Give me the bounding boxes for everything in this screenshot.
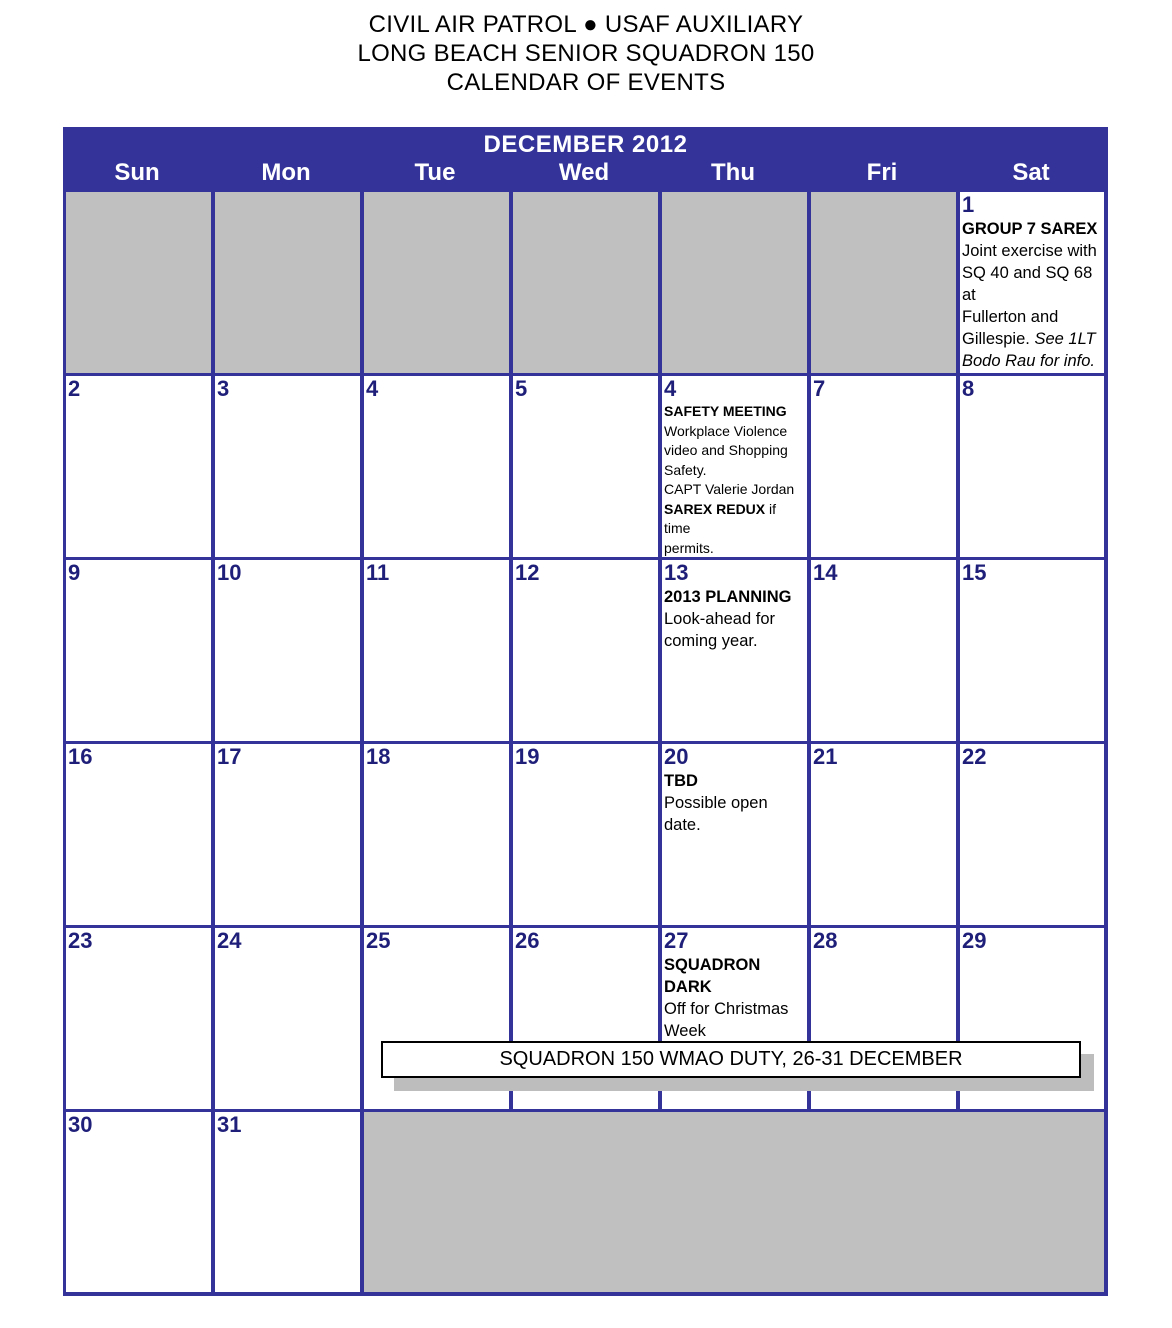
- event-line: if time: [664, 500, 777, 536]
- day-number: 18: [366, 744, 391, 769]
- day-cell-10[interactable]: [215, 560, 360, 741]
- event-line: Possible open date.: [664, 794, 768, 834]
- day-number: 29: [962, 928, 987, 953]
- day-number: 1: [962, 192, 975, 217]
- day-number: 9: [68, 560, 81, 585]
- day-cell-9[interactable]: [66, 560, 211, 741]
- day-cell-8[interactable]: [960, 376, 1104, 557]
- day-cell-17[interactable]: [215, 744, 360, 925]
- event-title: 2013 PLANNING: [664, 588, 792, 606]
- day-number: 23: [68, 928, 93, 953]
- event-line: SQ 40 and SQ 68 at: [962, 264, 1093, 304]
- day-number: 24: [217, 928, 242, 953]
- event-tbd: [664, 770, 805, 836]
- day-cell-31[interactable]: [215, 1112, 360, 1292]
- day-number: 27: [664, 928, 689, 953]
- event-line: Safety.: [664, 461, 707, 478]
- event-line: video and Shopping: [664, 442, 788, 458]
- event-line: Fullerton and: [962, 308, 1059, 326]
- header-line-2: LONG BEACH SENIOR SQUADRON 150: [357, 40, 815, 67]
- day-cell-14[interactable]: [811, 560, 956, 741]
- dow-thu: Thu: [711, 159, 755, 186]
- day-cell-6[interactable]: [662, 376, 807, 557]
- event-squadron-dark: [664, 954, 805, 1042]
- event-title: SQUADRON DARK: [664, 956, 761, 996]
- day-cell-21[interactable]: [811, 744, 956, 925]
- day-number: 2: [68, 376, 81, 401]
- day-number: 11: [366, 560, 390, 585]
- day-cell-20[interactable]: [662, 744, 807, 925]
- day-number: 3: [217, 376, 230, 401]
- event-title: SAFETY MEETING: [664, 403, 787, 419]
- event-title: TBD: [664, 772, 698, 790]
- day-cell-5[interactable]: [513, 376, 658, 557]
- event-line: Gillespie.: [962, 330, 1030, 348]
- calendar-grid: [63, 127, 1108, 1296]
- day-cell-12[interactable]: [513, 560, 658, 741]
- day-number: 16: [68, 744, 93, 769]
- duty-banner: SQUADRON 150 WMAO DUTY, 26-31 DECEMBER: [381, 1041, 1081, 1078]
- header-line-3: CALENDAR OF EVENTS: [446, 69, 726, 96]
- day-number: 12: [515, 560, 540, 585]
- month-title: DECEMBER 2012: [483, 131, 688, 158]
- day-cell-11[interactable]: [364, 560, 509, 741]
- event-line: CAPT Valerie Jordan: [664, 481, 795, 497]
- day-number: 26: [515, 928, 540, 953]
- day-number: 25: [366, 928, 391, 953]
- day-number: 30: [68, 1112, 93, 1137]
- day-number: 14: [813, 560, 838, 585]
- dow-sat: Sat: [1012, 159, 1050, 186]
- event-2013-planning: [664, 586, 805, 652]
- empty-days-band: [364, 1112, 1104, 1292]
- day-cell-1[interactable]: [960, 192, 1104, 373]
- day-number: 7: [813, 376, 826, 401]
- day-cell-15[interactable]: [960, 560, 1104, 741]
- page-header: [0, 10, 1172, 97]
- day-number: 10: [217, 560, 242, 585]
- day-cell-3[interactable]: [215, 376, 360, 557]
- event-safety-meeting: [664, 402, 805, 558]
- day-cell-empty: [364, 192, 509, 373]
- day-cell-2[interactable]: [66, 376, 211, 557]
- day-number: 21: [813, 744, 838, 769]
- day-cell-13[interactable]: [662, 560, 807, 741]
- day-cell-empty: [811, 192, 956, 373]
- day-number: 17: [217, 744, 242, 769]
- dow-tue: Tue: [414, 159, 456, 186]
- day-number: 28: [813, 928, 838, 953]
- event-title: GROUP 7 SAREX: [962, 220, 1098, 238]
- event-line: Week: [664, 1022, 706, 1040]
- dow-mon: Mon: [261, 159, 311, 186]
- event-line: Workplace Violence: [664, 422, 788, 439]
- day-cell-22[interactable]: [960, 744, 1104, 925]
- day-number: 20: [664, 744, 689, 769]
- day-cell-empty: [513, 192, 658, 373]
- dow-sun: Sun: [114, 159, 160, 186]
- day-cell-empty: [215, 192, 360, 373]
- day-cell-empty: [662, 192, 807, 373]
- event-note: Bodo Rau for info.: [962, 352, 1095, 370]
- day-cell-19[interactable]: [513, 744, 658, 925]
- event-note: See 1LT: [1034, 330, 1096, 348]
- day-number: 8: [962, 376, 975, 401]
- day-number: 4: [664, 376, 677, 401]
- dow-wed: Wed: [558, 159, 610, 186]
- day-cell-18[interactable]: [364, 744, 509, 925]
- event-line: Joint exercise with: [962, 242, 1097, 260]
- day-number: 4: [366, 376, 379, 401]
- day-cell-7[interactable]: [811, 376, 956, 557]
- dow-fri: Fri: [866, 159, 898, 186]
- day-number: 13: [664, 560, 689, 585]
- day-cell-24[interactable]: [215, 928, 360, 1109]
- event-line: Look-ahead for: [664, 610, 775, 628]
- day-cell-23[interactable]: [66, 928, 211, 1109]
- day-number: 31: [217, 1112, 242, 1137]
- event-line: Off for Christmas: [664, 1000, 789, 1018]
- event-group7-sarex: [962, 218, 1102, 372]
- day-cell-30[interactable]: [66, 1112, 211, 1292]
- day-cell-4[interactable]: [364, 376, 509, 557]
- event-line: permits.: [664, 539, 714, 556]
- event-line: coming year.: [664, 632, 758, 650]
- day-cell-16[interactable]: [66, 744, 211, 925]
- event-title: SAREX REDUX: [664, 500, 766, 517]
- day-number: 19: [515, 744, 540, 769]
- day-number: 5: [515, 376, 528, 401]
- day-of-week-row: [63, 159, 1108, 189]
- day-number: 15: [962, 560, 987, 585]
- header-line-1: CIVIL AIR PATROL ● USAF AUXILIARY: [368, 11, 804, 38]
- day-cell-empty: [66, 192, 211, 373]
- day-number: 22: [962, 744, 987, 769]
